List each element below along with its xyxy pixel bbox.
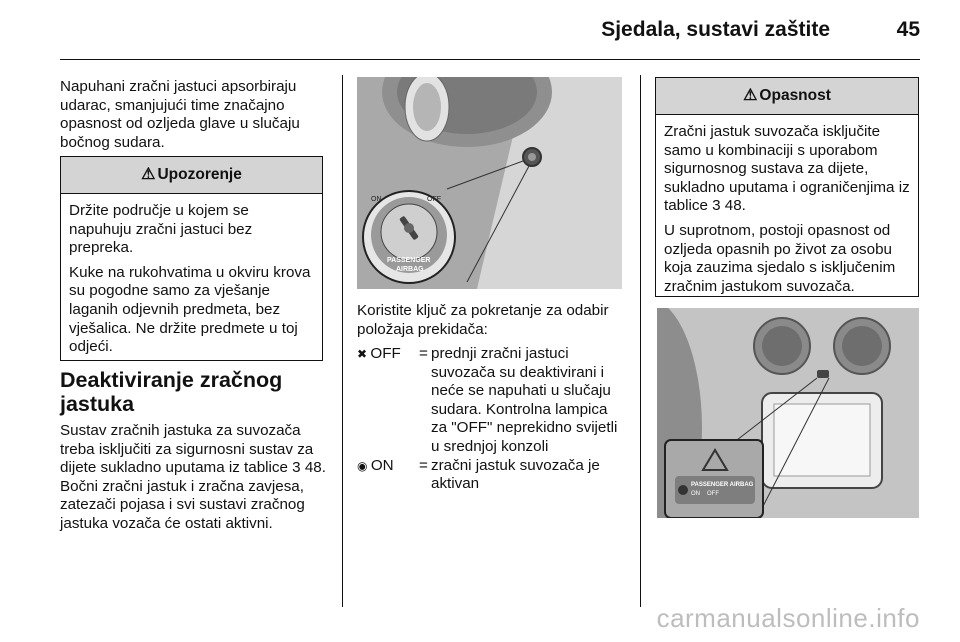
header-rule [60,59,920,60]
svg-text:PASSENGER: PASSENGER [387,257,431,264]
equals-sign: = [419,456,428,474]
svg-text:AIRBAG: AIRBAG [396,266,424,273]
danger-box [655,77,919,297]
airbag-key-switch-illustration [357,77,622,289]
warning-paragraph: Kuke na rukohvatima u okviru krova su pogodne samo za vješanje laganih odjevnih predmeta, bez vješalica. Ne držite predmete u toj odjeći. [69,263,311,356]
intro-paragraph: Napuhani zračni jastuci apsorbiraju udarac, smanjujući time značajno opasnost od ozljeda glave u slučaju bočnog sudara. [60,78,300,151]
danger-box-body [656,115,918,310]
warning-title: Upozorenje [157,166,242,183]
center-console-illustration [657,308,919,518]
equals-sign: = [419,345,428,362]
warning-box-body [61,194,322,371]
section-heading: Deaktiviranje zračnog jastuka [60,368,283,416]
airbag-off-icon: ✖︎ [357,347,371,361]
danger-paragraph: U suprotnom, postoji opasnost od ozljeda opasnih po život za osobu koja zauzima sjedalo s isključenim zračnim jastukom suvozača. [664,221,896,295]
danger-box-header [656,78,918,115]
danger-paragraph: Zračni jastuk suvozača isključite samo u kombinaciji s uporabom sigurnosnog sustava za dijete, sukladno uputama i ograničenjima iz tablice 3 48. [664,123,910,215]
warning-paragraph: Držite područje u kojem se napuhuju zračni jastuci bez prepreka. [69,202,253,257]
danger-title: Opasnost [759,87,831,104]
airbag-on-icon: ◉ [357,458,371,473]
page-header-title: Sjedala, sustavi zaštite [601,18,830,41]
definition: zračni jastuk suvozača je aktivan [431,456,600,493]
warning-triangle-icon: ⚠ [141,166,156,183]
list-item [357,345,627,457]
switch-position-list [357,345,627,494]
svg-text:OFF: OFF [707,491,719,497]
page-number: 45 [896,18,920,41]
warning-box-header [61,157,322,194]
term-on: ◉ ON [357,456,394,474]
term-off: ✖︎ OFF [357,345,401,362]
watermark: carmanualsonline.info [656,603,920,633]
column-divider-1 [342,75,343,607]
svg-text:PASSENGER AIRBAG: PASSENGER AIRBAG [691,482,754,488]
svg-text:ON: ON [691,491,700,497]
off-label: OFF [427,196,441,203]
section-body: Sustav zračnih jastuka za suvozača treba isključiti za sigurnosni sustav za dijete sukladno uputama iz tablice 3 48. Bočni zračni jastuk i zračna zavjesa, zatezači pojasa i svi sustavi zračnog jastuka vozača će ostati aktivni. [60,422,326,532]
column-divider-2 [640,75,641,607]
svg-text:ON: ON [371,196,382,203]
warning-triangle-icon: ⚠ [743,87,758,104]
definition: prednji zračni jastuci suvozača su deaktivirani i neće se napuhati u slučaju sudara. Kontrolna lampica za "OFF" neprekidno svijetli u srednjoj konzoli [431,345,618,455]
warning-box [60,156,323,361]
switch-intro: Koristite ključ za pokretanje za odabir položaja prekidača: [357,302,609,338]
list-item [357,457,627,494]
